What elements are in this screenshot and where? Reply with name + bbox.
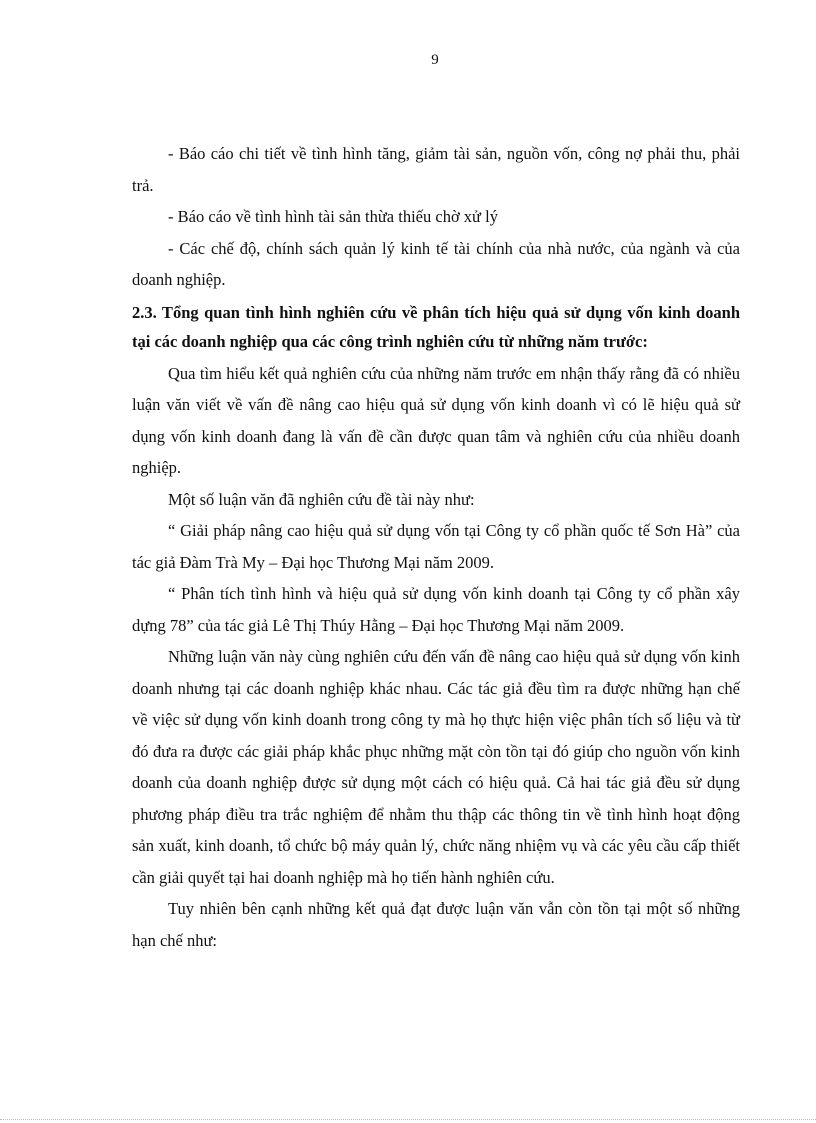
page-number: 9 xyxy=(431,52,439,68)
paragraph-thesis-1: “ Giải pháp nâng cao hiệu quả sử dụng vốn tại Công ty cổ phần quốc tế Sơn Hà” của tác giả Đàm Trà My – Đại học Thương Mại năm 2009. xyxy=(132,521,740,572)
paragraph-policies: - Các chế độ, chính sách quản lý kinh tế tài chính của nhà nước, của ngành và của doanh nghiệp. xyxy=(132,238,740,289)
paragraph-thesis-intro: Một số luận văn đã nghiên cứu đề tài này như: xyxy=(168,489,475,509)
section-heading: 2.3. Tổng quan tình hình nghiên cứu về phân tích hiệu quả sử dụng vốn kinh doanh tại các doanh nghiệp qua các công trình nghiên cứu từ những năm trước: xyxy=(132,302,740,351)
paragraph-thesis-analysis: Những luận văn này cùng nghiên cứu đến vấn đề nâng cao hiệu quả sử dụng vốn kinh doanh nhưng tại các doanh nghiệp khác nhau. Các tác giả đều tìm ra được những hạn chế về việc sử dụng vốn kinh doanh trong công ty mà họ thực hiện việc phân tích số liệu và từ đó đưa ra được các giải pháp khắc phục những mặt còn tồn tại đó giúp cho nguồn vốn kinh doanh của doanh nghiệp được sử dụng một cách có hiệu quả. Cả hai tác giả đều sử dụng phương pháp điều tra trắc nghiệm để nhằm thu thập các thông tin về tình hình hoạt động sản xuất, kinh doanh, tổ chức bộ máy quản lý, chức năng nhiệm vụ và các yêu cầu cấp thiết cần giải quyết tại hai doanh nghiệp mà họ tiến hành nghiên cứu. xyxy=(132,647,740,887)
paragraph-research-overview: Qua tìm hiểu kết quả nghiên cứu của những năm trước em nhận thấy rằng đã có nhiều luận văn viết về vấn đề nâng cao hiệu quả sử dụng vốn kinh doanh vì có lẽ hiệu quả sử dụng vốn kinh doanh đang là vấn đề cần được quan tâm và nghiên cứu của nhiều doanh nghiệp. xyxy=(132,363,740,477)
page-bottom-rule xyxy=(0,1119,816,1120)
document-body xyxy=(132,138,740,956)
paragraph-thesis-2: “ Phân tích tình hình và hiệu quả sử dụng vốn kinh doanh tại Công ty cổ phần xây dựng 78” của tác giả Lê Thị Thúy Hằng – Đại học Thương Mại năm 2009. xyxy=(132,584,740,635)
paragraph-limitations: Tuy nhiên bên cạnh những kết quả đạt được luận văn vẫn còn tồn tại một số những hạn chế như: xyxy=(132,899,740,950)
paragraph-report-detail: - Báo cáo chi tiết về tình hình tăng, giảm tài sản, nguồn vốn, công nợ phải thu, phải trả. xyxy=(132,144,740,195)
paragraph-report-surplus: - Báo cáo về tình hình tài sản thừa thiếu chờ xử lý xyxy=(168,207,498,226)
